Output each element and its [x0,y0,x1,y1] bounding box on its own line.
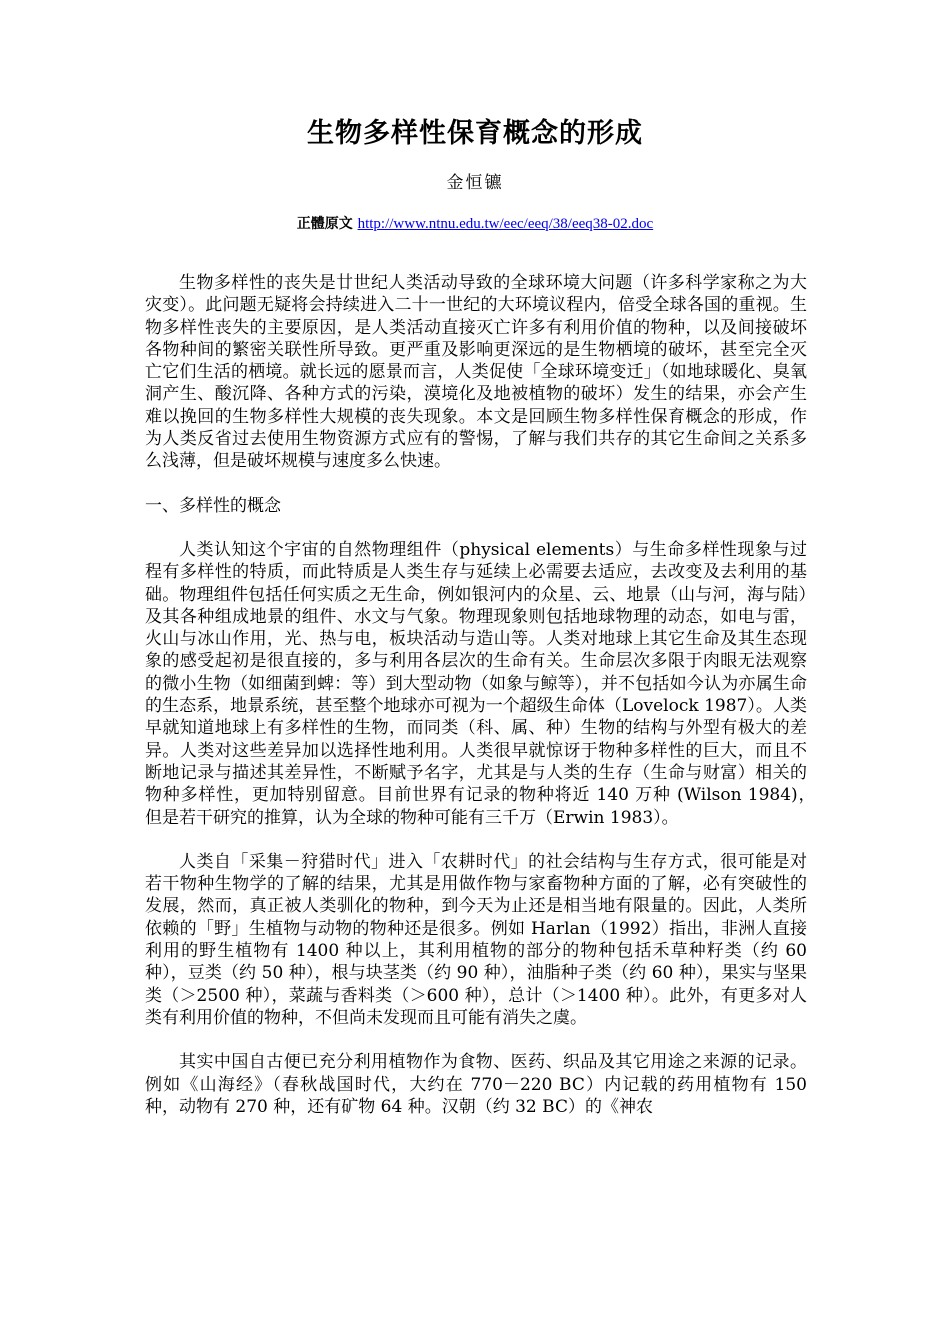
paragraph-3: 人类自「采集－狩猎时代」进入「农耕时代」的社会结构与生存方式，很可能是对若干物种生物学的了解的结果，尤其是用做作物与家畜物种方面的了解，必有突破性的发展，然而，真正被人类驯化的物种，到今天为止还是相当地有限量的。因此，人类所依赖的「野」生植物与动物的物种还是很多。例如 Harlan（1992）指出，非洲人直接利用的野生植物有 1400 种以上，其利用植物的部分的物种包括禾草种籽类（约 60 种），豆类（约 50 种），根与块茎类（约 90 种），油脂种子类（约 60 种），果实与坚果类（＞2500 种），菜蔬与香料类（＞600 种），总计（＞1400 种）。此外，有更多对人类有利用价值的物种，不但尚未发现而且可能有消失之虞。 [145,851,807,1028]
document-author: 金恒镳 [446,173,504,193]
source-line [0,212,950,235]
source-label: 正體原文 [296,216,353,232]
document-body [145,272,824,1140]
paragraph-4: 其实中国自古便已充分利用植物作为食物、医药、织品及其它用途之来源的记录。例如《山海经》（春秋战国时代，大约在 770－220 BC）内记载的药用植物有 150 种，动物有 270 种，还有矿物 64 种。汉朝（约 32 BC）的《神农 [145,1052,807,1117]
document-title: 生物多样性保育概念的形成 [307,118,643,149]
paragraph-2: 人类认知这个宇宙的自然物理组件（physical elements）与生命多样性现象与过程有多样性的特质，而此特质是人类生存与延续上必需要去适应，去改变及去利用的基础。物理组件包括任何实质之无生命，例如银河内的众星、云、地景（山与河，海与陆）及其各种组成地景的组件、水文与气象。物理现象则包括地球物理的动态，如电与雷，火山与冰山作用，光、热与电，板块活动与造山等。人类对地球上其它生命及其生态现象的感受起初是很直接的，多与利用各层次的生命有关。生命层次多限于肉眼无法观察的微小生物（如细菌到蜱：等）到大型动物（如象与鲸等），并不包括如今认为亦属生命的生态系，地景系统，甚至整个地球亦可视为一个超级生命体（Lovelock 1987）。人类早就知道地球上有多样性的生物，而同类（科、属、种）生物的结构与外型有极大的差异。人类对这些差异加以选择性地利用。人类很早就惊讶于物种多样性的巨大，而且不断地记录与描述其差异性，不断赋予名字，尤其是与人类的生存（生命与财富）相关的物种多样性，更加特别留意。目前世界有记录的物种将近 140 万种 (Wilson 1984)， 但是若干研究的推算，认为全球的物种可能有三千万（Erwin 1983）。 [145,539,824,828]
paragraph-1: 生物多样性的丧失是廿世纪人类活动导致的全球环境大问题（许多科学家称之为大灾变）。此问题无疑将会持续进入二十一世纪的大环境议程内，倍受全球各国的重视。生物多样性丧失的主要原因，是人类活动直接灭亡许多有利用价值的物种，以及间接破坏各物种间的繁密关联性所导致。更严重及影响更深远的是生物栖境的破坏，甚至完全灭亡它们生活的栖境。就长远的愿景而言，人类促使「全球环境变迁」（如地球暖化、臭氧洞产生、酸沉降、各种方式的污染，漠境化及地被植物的破坏）发生的结果，亦会产生难以挽回的生物多样性大规模的丧失现象。本文是回顾生物多样性保育概念的形成，作为人类反省过去使用生物资源方式应有的警惕，了解与我们共存的其它生命间之关系多么浅薄，但是破坏规模与速度多么快速。 [145,273,807,472]
source-link[interactable]: http://www.ntnu.edu.tw/eec/eeq/38/eeq38-02.doc [357,216,654,232]
section-heading-1: 一、多样性的概念 [145,495,281,516]
